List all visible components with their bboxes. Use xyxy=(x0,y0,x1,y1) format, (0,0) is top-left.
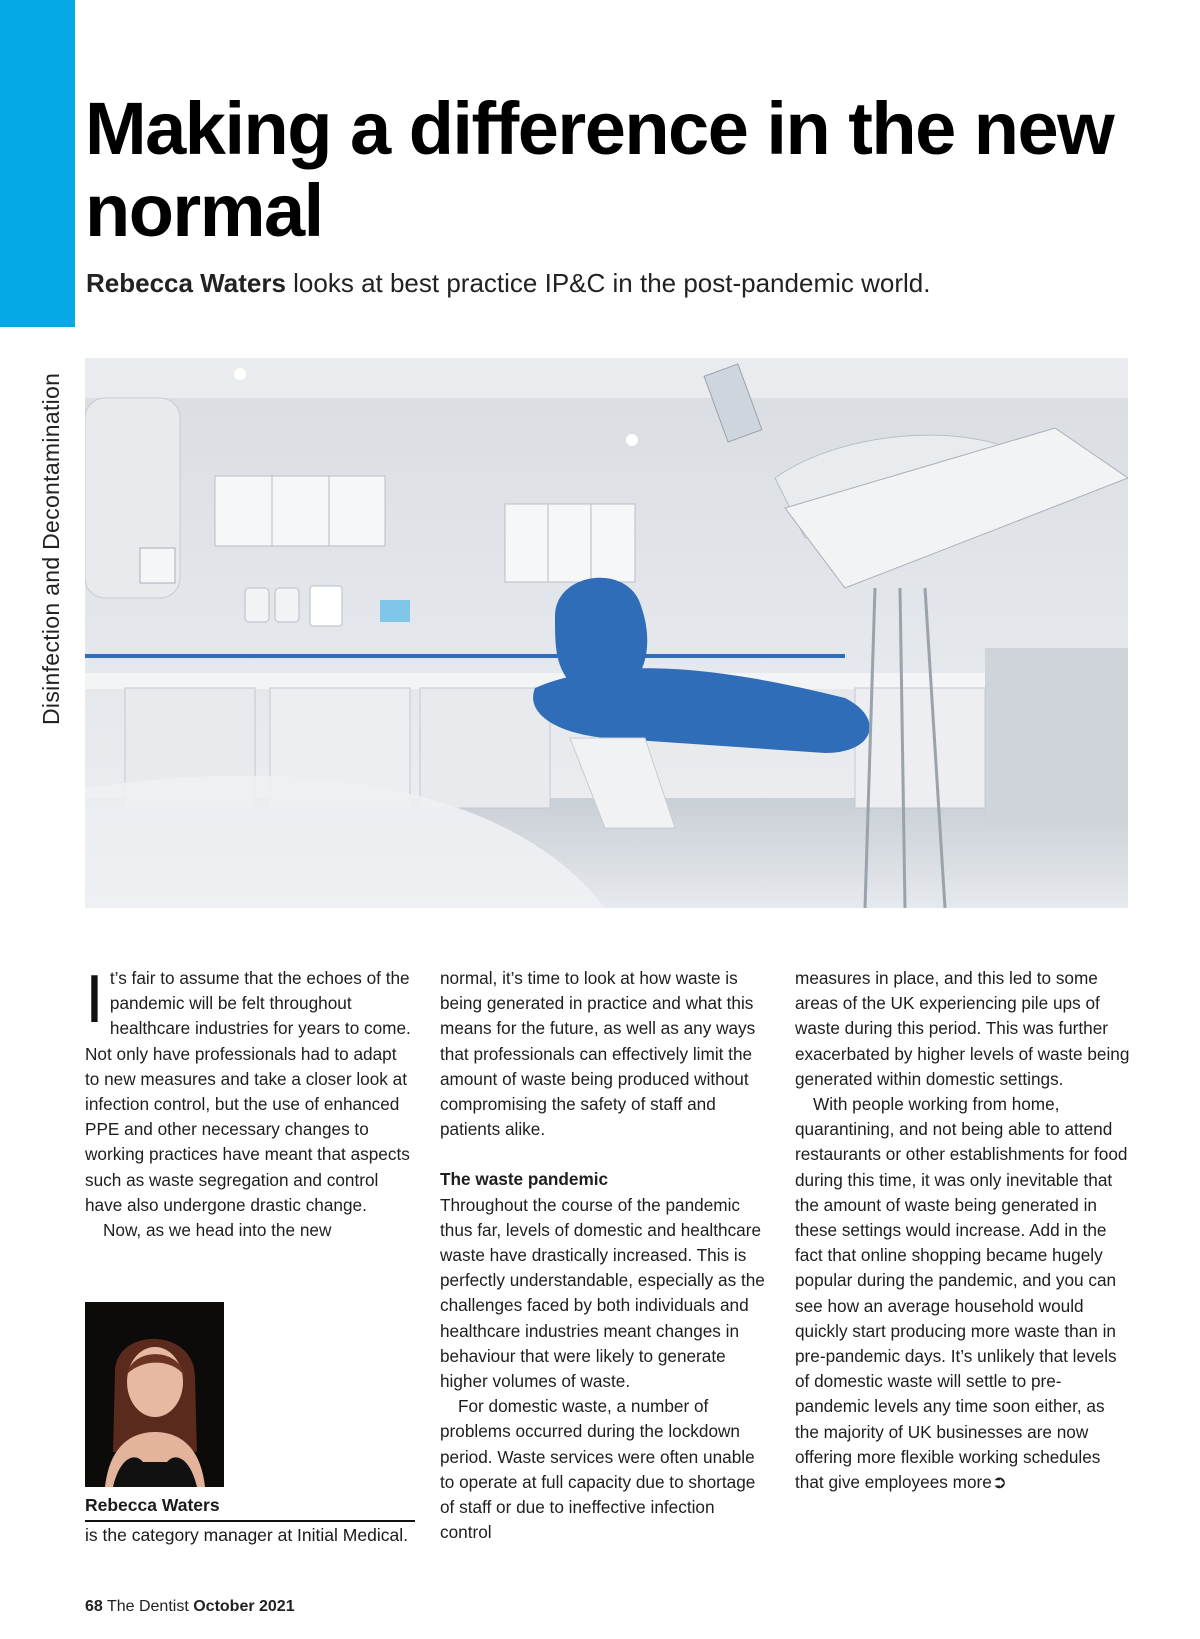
page-footer xyxy=(85,1598,295,1616)
body-column-2 xyxy=(440,966,770,1545)
publication-name: The Dentist xyxy=(102,1598,194,1615)
author-description: is the category manager at Initial Medical. xyxy=(85,1525,408,1545)
body-paragraph: measures in place, and this led to some areas of the UK experiencing pile ups of waste during this period. This was further exacerbated by higher levels of waste being generated within domestic settings. xyxy=(795,968,1130,1089)
body-paragraph: normal, it’s time to look at how waste is being generated in practice and what this means for the future, as well as any ways that professionals can effectively limit the amount of waste being produced without compromising the safety of staff and patients alike. xyxy=(440,968,756,1140)
headline: Making a difference in the new normal xyxy=(85,87,1114,252)
dental-surgery-photo xyxy=(85,358,1128,908)
body-column-1 xyxy=(85,961,415,1243)
drop-cap: I xyxy=(85,961,104,1037)
continue-arrow-icon: ➲ xyxy=(991,1472,1007,1493)
accent-bar xyxy=(0,0,75,327)
author-name: Rebecca Waters xyxy=(85,1492,415,1522)
author-portrait-photo xyxy=(85,1302,224,1487)
section-label: Disinfection and Decontamination xyxy=(38,372,64,725)
standfirst xyxy=(86,268,930,299)
body-paragraph: With people working from home, quarantining, and not being able to attend restaurants or other establishments for food during this time, it was only inevitable that the amount of waste being generated in these settings would increase. Add in the fact that online shopping became hugely popular during the pandemic, and you can see how an average household would quickly start producing more waste than in pre-pandemic days. It’s unlikely that levels of domestic waste will settle to pre-pandemic levels any time soon either, as the majority of UK businesses are now offering more flexible working schedules that give employees more➲ xyxy=(795,1094,1128,1493)
author-bio xyxy=(85,1492,415,1548)
standfirst-author: Rebecca Waters xyxy=(86,268,286,298)
body-paragraph: Throughout the course of the pandemic thus far, levels of domestic and healthcare waste have drastically increased. This is perfectly understandable, especially as the challenges faced by both individuals and healthcare industries meant changes in behaviour that were likely to generate higher volumes of waste. xyxy=(440,1194,765,1392)
subheading: The waste pandemic xyxy=(440,1169,609,1190)
issue-date: October 2021 xyxy=(193,1598,295,1615)
body-paragraph: It’s fair to assume that the echoes of the pandemic will be felt throughout healthcare industries for years to come. Not only have professionals had to adapt to new measures and take a closer look at infection control, but the use of enhanced PPE and other necessary changes to working practices have meant that aspects such as waste segregation and control have also undergone drastic change. xyxy=(85,961,411,1215)
standfirst-text: looks at best practice IP&C in the post-pandemic world. xyxy=(285,268,931,298)
body-paragraph: For domestic waste, a number of problems occurred during the lockdown period. Waste services were often unable to operate at full capacity due to shortage of staff or due to ineffective infection control xyxy=(440,1396,756,1543)
body-paragraph: Now, as we head into the new xyxy=(103,1220,332,1241)
body-column-3 xyxy=(795,966,1130,1495)
page-number: 68 xyxy=(85,1598,103,1615)
